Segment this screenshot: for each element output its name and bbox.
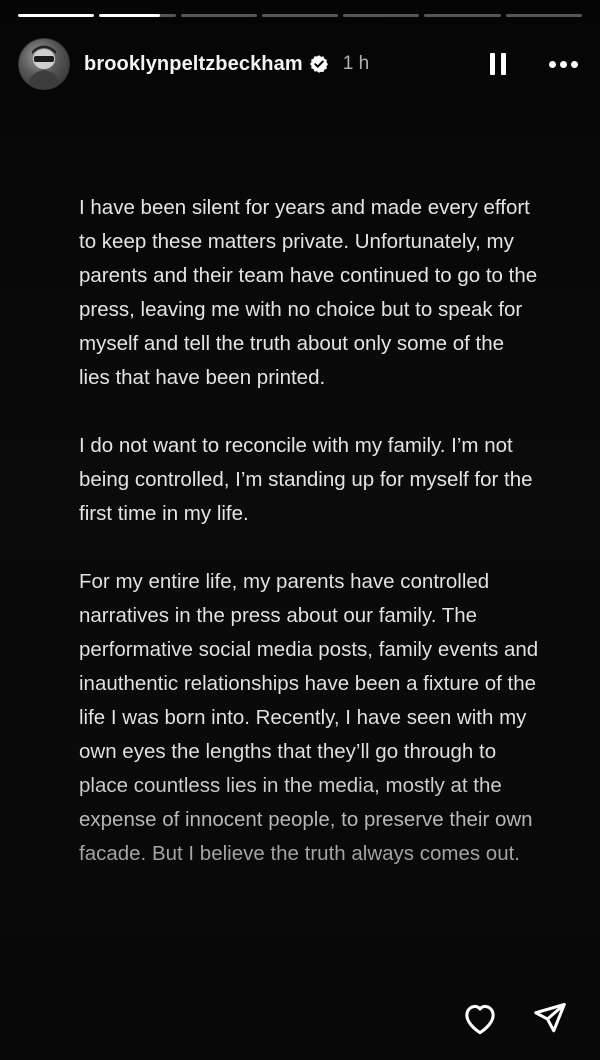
avatar[interactable] [18, 38, 70, 90]
story-paragraph-2: I do not want to reconcile with my family. I’m not being controlled, I’m standing up for myself for the first time in my life. [79, 434, 533, 525]
story-actions [460, 998, 570, 1038]
progress-segment [343, 14, 419, 17]
story-paragraph-1: I have been silent for years and made every effort to keep these matters private. Unfortunately, my parents and their team have continued to go to the press, leaving me with no choice but to speak for myself and tell the truth about only some of the lies that have been printed. [79, 196, 538, 389]
pause-icon [490, 53, 495, 75]
heart-icon [461, 1001, 499, 1035]
progress-segment-fill [99, 14, 160, 17]
pause-icon [501, 53, 506, 75]
more-options-icon [571, 61, 578, 68]
pause-button[interactable] [484, 49, 512, 79]
progress-segment [506, 14, 582, 17]
progress-segment [424, 14, 500, 17]
send-icon [532, 1000, 568, 1036]
progress-segment [181, 14, 257, 17]
story-header [18, 36, 582, 92]
more-options-button[interactable] [544, 49, 582, 79]
progress-segment [262, 14, 338, 17]
more-options-icon [549, 61, 556, 68]
username[interactable]: brooklynpeltzbeckham [84, 52, 303, 75]
story-progress-bar [18, 14, 582, 18]
progress-segment [99, 14, 175, 17]
like-button[interactable] [460, 998, 500, 1038]
story-paragraph-3: For my entire life, my parents have controlled narratives in the press about our family. The performative social media posts, family events and inauthentic relationships have been a fixture of the life I was born into. Recently, I have seen with my own eyes the lengths that they’ll go through to place countless lies in the media, mostly at the expense of innocent people, to preserve their own facade. But I believe the truth always comes out. [79, 565, 539, 871]
share-button[interactable] [530, 998, 570, 1038]
progress-segment-fill [18, 14, 94, 17]
verified-badge-icon [309, 54, 329, 74]
post-time: 1 h [342, 53, 370, 74]
story-text [79, 191, 539, 871]
progress-segment [18, 14, 94, 17]
more-options-icon [560, 61, 567, 68]
